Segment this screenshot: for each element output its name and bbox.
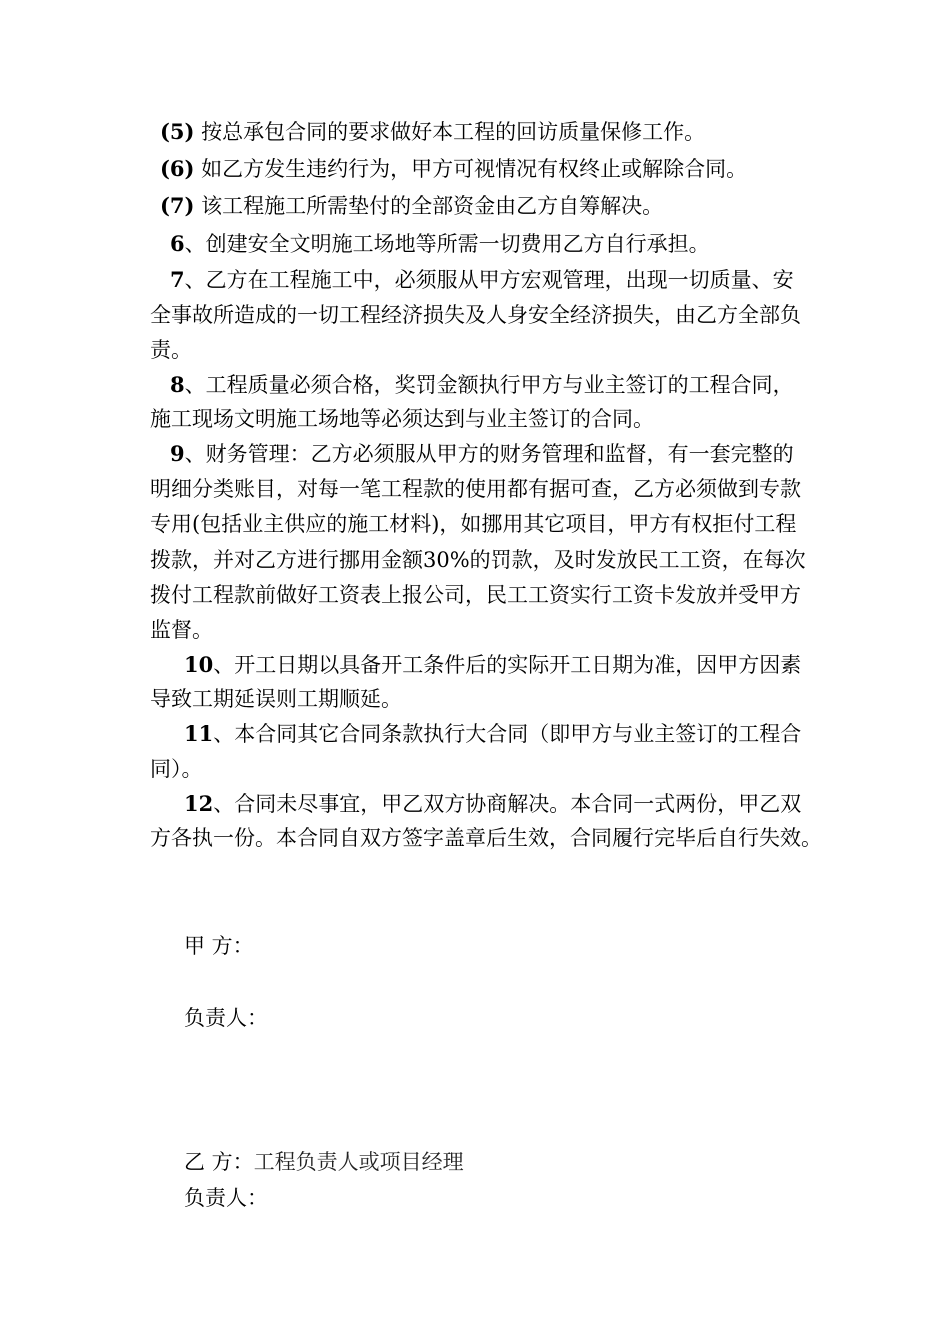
clause-number: 10 <box>184 652 214 677</box>
clause-text: 、开工日期以具备开工条件后的实际开工日期为准，因甲方因素 <box>213 653 802 677</box>
clause-9 <box>170 436 794 472</box>
clause-number: 12 <box>184 791 214 816</box>
party-b-value: 工程负责人或项目经理 <box>253 1150 464 1174</box>
clause-text: 、合同未尽事宜，甲乙双方协商解决。本合同一式两份，甲乙双 <box>213 792 802 816</box>
item-number: (7) <box>160 193 195 218</box>
clause-number: 8 <box>170 372 185 397</box>
item-text: 按总承包合同的要求做好本工程的回访质量保修工作。 <box>194 120 706 144</box>
clause-12 <box>184 786 801 822</box>
item-5 <box>160 114 705 150</box>
clause-11-line-2: 同）。 <box>150 757 203 781</box>
clause-9-line-5: 拨付工程款前做好工资表上报公司，民工工资实行工资卡发放并受甲方 <box>150 583 801 607</box>
clause-7-line-2: 全事故所造成的一切工程经济损失及人身安全经济损失，由乙方全部负 <box>150 303 801 327</box>
clause-11 <box>184 716 801 752</box>
party-a-label: 甲 方： <box>184 934 254 958</box>
party-a-responsible-label: 负责人： <box>184 1006 268 1030</box>
clause-9-line-3: 专用(包括业主供应的施工材料)，如挪用其它项目，甲方有权拒付工程 <box>150 512 797 536</box>
clause-12-line-2: 方各执一份。本合同自双方签字盖章后生效，合同履行完毕后自行失效。 <box>150 826 822 850</box>
item-text: 该工程施工所需垫付的全部资金由乙方自筹解决。 <box>194 194 664 218</box>
clause-8 <box>170 367 794 403</box>
item-number: (5) <box>160 119 195 144</box>
clause-10-line-2: 导致工期延误则工期顺延。 <box>150 687 402 711</box>
clause-7-line-3: 责。 <box>150 338 192 362</box>
clause-8-line-2: 施工现场文明施工场地等必须达到与业主签订的合同。 <box>150 407 654 431</box>
item-6 <box>160 151 747 187</box>
clause-9-line-6: 监督。 <box>150 618 213 642</box>
clause-number: 11 <box>184 721 214 746</box>
party-b-responsible-label: 负责人： <box>184 1186 268 1210</box>
clause-text: 、工程质量必须合格，奖罚金额执行甲方与业主签订的工程合同， <box>184 373 794 397</box>
clause-number: 6 <box>170 231 185 256</box>
clause-text: 、财务管理：乙方必须服从甲方的财务管理和监督，有一套完整的 <box>184 442 794 466</box>
clause-9-line-2: 明细分类账目，对每一笔工程款的使用都有据可查，乙方必须做到专款 <box>150 477 801 501</box>
party-b-line <box>184 1144 464 1180</box>
item-7 <box>160 188 663 224</box>
party-b-label: 乙 方： <box>184 1150 254 1174</box>
clause-number: 7 <box>170 267 185 292</box>
clause-6 <box>170 226 710 262</box>
clause-number: 9 <box>170 441 185 466</box>
item-number: (6) <box>160 156 195 181</box>
item-text: 如乙方发生违约行为，甲方可视情况有权终止或解除合同。 <box>194 157 748 181</box>
clause-9-line-4: 拨款，并对乙方进行挪用金额30%的罚款，及时发放民工工资，在每次 <box>150 548 806 572</box>
clause-text: 、乙方在工程施工中，必须服从甲方宏观管理，出现一切质量、安 <box>184 268 794 292</box>
clause-7 <box>170 262 794 298</box>
clause-10 <box>184 647 801 683</box>
clause-text: 、本合同其它合同条款执行大合同（即甲方与业主签订的工程合 <box>213 722 802 746</box>
clause-text: 、创建安全文明施工场地等所需一切费用乙方自行承担。 <box>184 232 710 256</box>
